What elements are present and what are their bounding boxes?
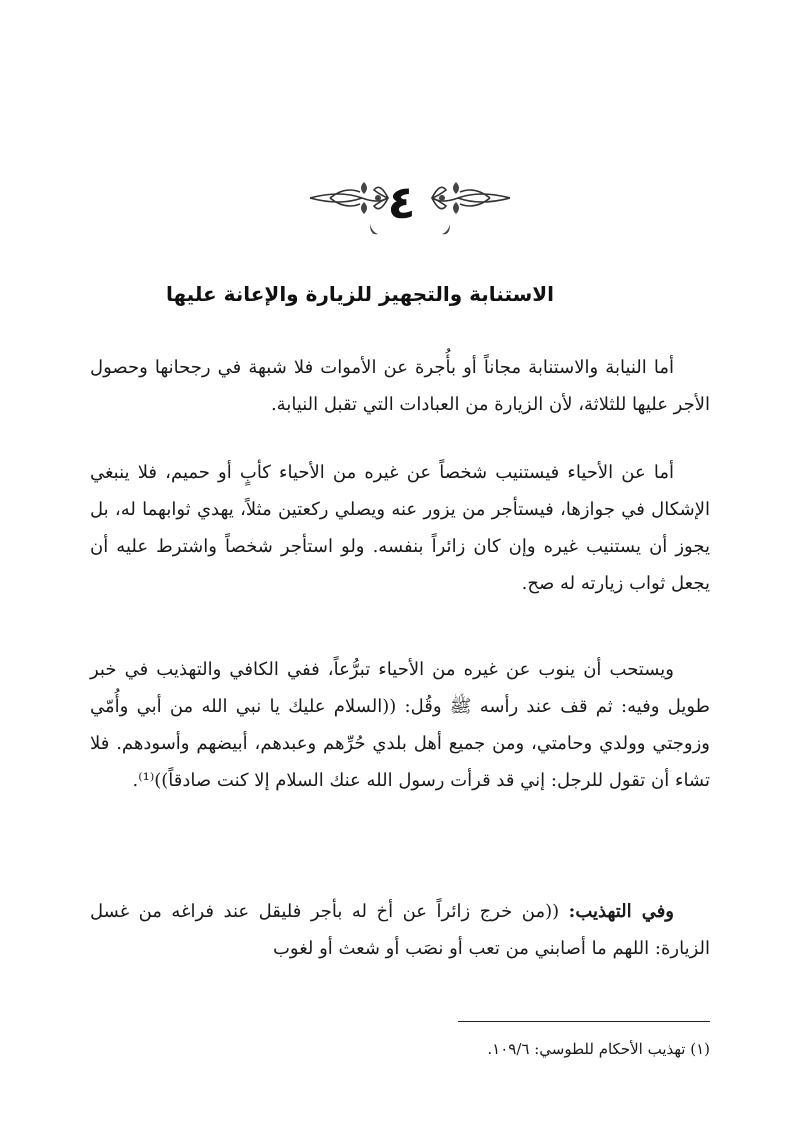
paragraph-text: أما عن الأحياء فيستنيب شخصاً عن غيره من الأحياء كأبٍ أو حميم، فلا ينبغي الإشكال في جوازها، فيستأجر من يزور عنه ويصلي ركعتين مثلاً، يهدي ثوابهما له، بل يجوز أن يستنيب غيره وإن كان زائراً بنفسه. ولو استأجر شخصاً واشترط عليه أن يجعل ثواب زيارته له صح.: [90, 462, 710, 594]
footnote: (١) تهذيب الأحكام للطوسي: ١٠٩/٦.: [487, 1040, 710, 1058]
source-lead: وفي التهذيب:: [568, 901, 674, 922]
footnote-divider: [458, 1021, 710, 1022]
paragraph-1: [90, 349, 710, 423]
paragraph-text: ويستحب أن ينوب عن غيره من الأحياء تبرُّعاً، ففي الكافي والتهذيب في خبر طويل وفيه: ثم قف عند رأسه ﷺ وقُل: ((السلام عليك يا نبي الله من أبي وأُمّي وزوجتي وولدي وحامتي، ومن جميع أهل بلدي حُرِّهم وعبدهم، أبيضهم وأسودهم. فلا تشاء أن تقول للرجل: إني قد قرأت رسول الله عنك السلام إلا كنت صادقاً))⁽¹⁾.: [90, 659, 711, 791]
chapter-number: ٤: [387, 175, 416, 229]
paragraph-4: [90, 893, 710, 967]
quote-text: ((من خرج زائراً عن أخ له بأجر فليقل عند فراغه من غسل الزيارة: اللهم ما أصابني من تعب أو نصَب أو شعث أو لغوب: [90, 901, 710, 959]
paragraph-text: أما النيابة والاستنابة مجاناً أو بأُجرة عن الأموات فلا شبهة في رجحانها وحصول الأجر عليها للثلاثة، لأن الزيارة من العبادات التي تقبل النيابة.: [90, 357, 710, 415]
paragraph-text: [90, 893, 710, 967]
paragraph-2: [90, 454, 710, 602]
paragraph-3: [90, 651, 710, 799]
section-title: الاستنابة والتجهيز للزيارة والإعانة عليها: [165, 282, 555, 306]
